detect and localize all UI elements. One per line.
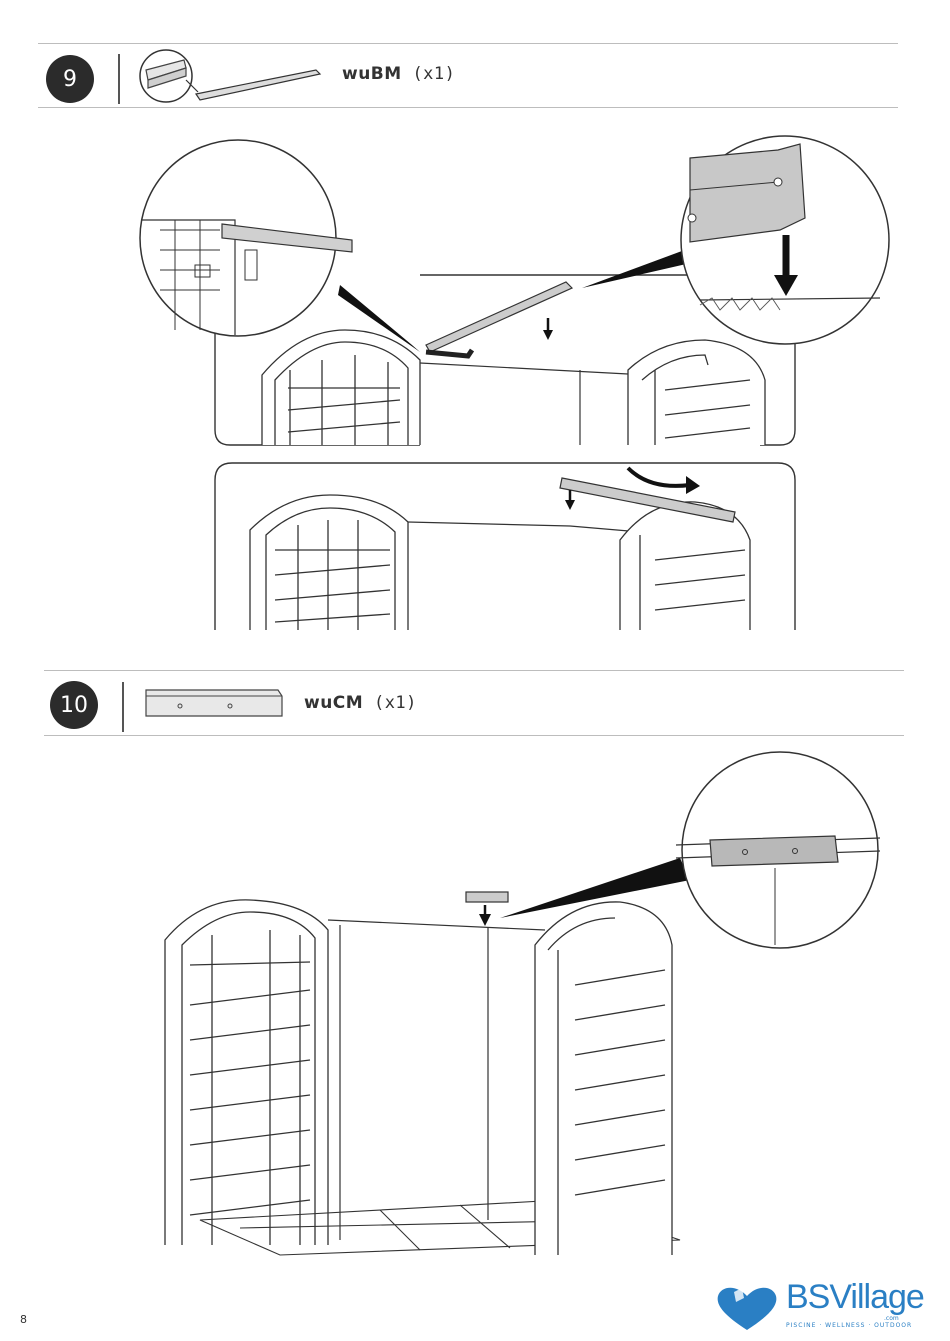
- step-9-part-code: wuBM: [342, 64, 402, 84]
- curved-arrow-icon: [628, 468, 700, 494]
- step-9-bottom-rule: [38, 107, 898, 108]
- step-10-badge: [50, 681, 98, 729]
- down-arrow-icon: [565, 490, 575, 510]
- brand-tagline: PISCINE · WELLNESS · OUTDOOR: [786, 1322, 913, 1329]
- step-10-part-label: [304, 693, 417, 713]
- left-panel-upper: [262, 330, 420, 445]
- heart-logo-icon: [714, 1284, 780, 1332]
- right-shelf-panel: [535, 902, 672, 1255]
- beam-part-icon: [138, 50, 328, 110]
- brand-name: BSVillage: [786, 1278, 924, 1316]
- beam-part-upper: [426, 282, 572, 356]
- step-9-part-qty: (x1): [412, 64, 456, 84]
- step-10-separator: [122, 682, 124, 732]
- left-panel-lower: [250, 495, 408, 630]
- back-wall: [328, 920, 545, 1240]
- step-10-number: 10: [60, 692, 88, 718]
- zoom-detail-left: [140, 140, 420, 352]
- step-9-badge: [46, 55, 94, 103]
- step-9-illustration: [0, 130, 950, 650]
- step-9-separator: [118, 54, 120, 104]
- left-shelf-panel: [165, 900, 328, 1245]
- step-9-part-label: [342, 64, 455, 84]
- step-9-number: 9: [63, 66, 77, 92]
- brand-domain: .com: [884, 1315, 899, 1322]
- step-10-top-rule: [44, 670, 904, 671]
- zoom-detail-connector: [500, 752, 880, 948]
- step-10-part-qty: (x1): [373, 693, 417, 713]
- down-arrow-icon: [543, 318, 553, 340]
- step-10-illustration: [0, 750, 950, 1270]
- connector-part-icon: [140, 686, 290, 726]
- right-panel-upper: [628, 340, 765, 445]
- step-10-part-code: wuCM: [304, 693, 364, 713]
- page-number: 8: [20, 1313, 27, 1326]
- step-9-top-rule: [38, 43, 898, 44]
- step-10-bottom-rule: [44, 735, 904, 736]
- connector-part-drop: [466, 892, 508, 926]
- zoom-detail-right: [582, 136, 889, 344]
